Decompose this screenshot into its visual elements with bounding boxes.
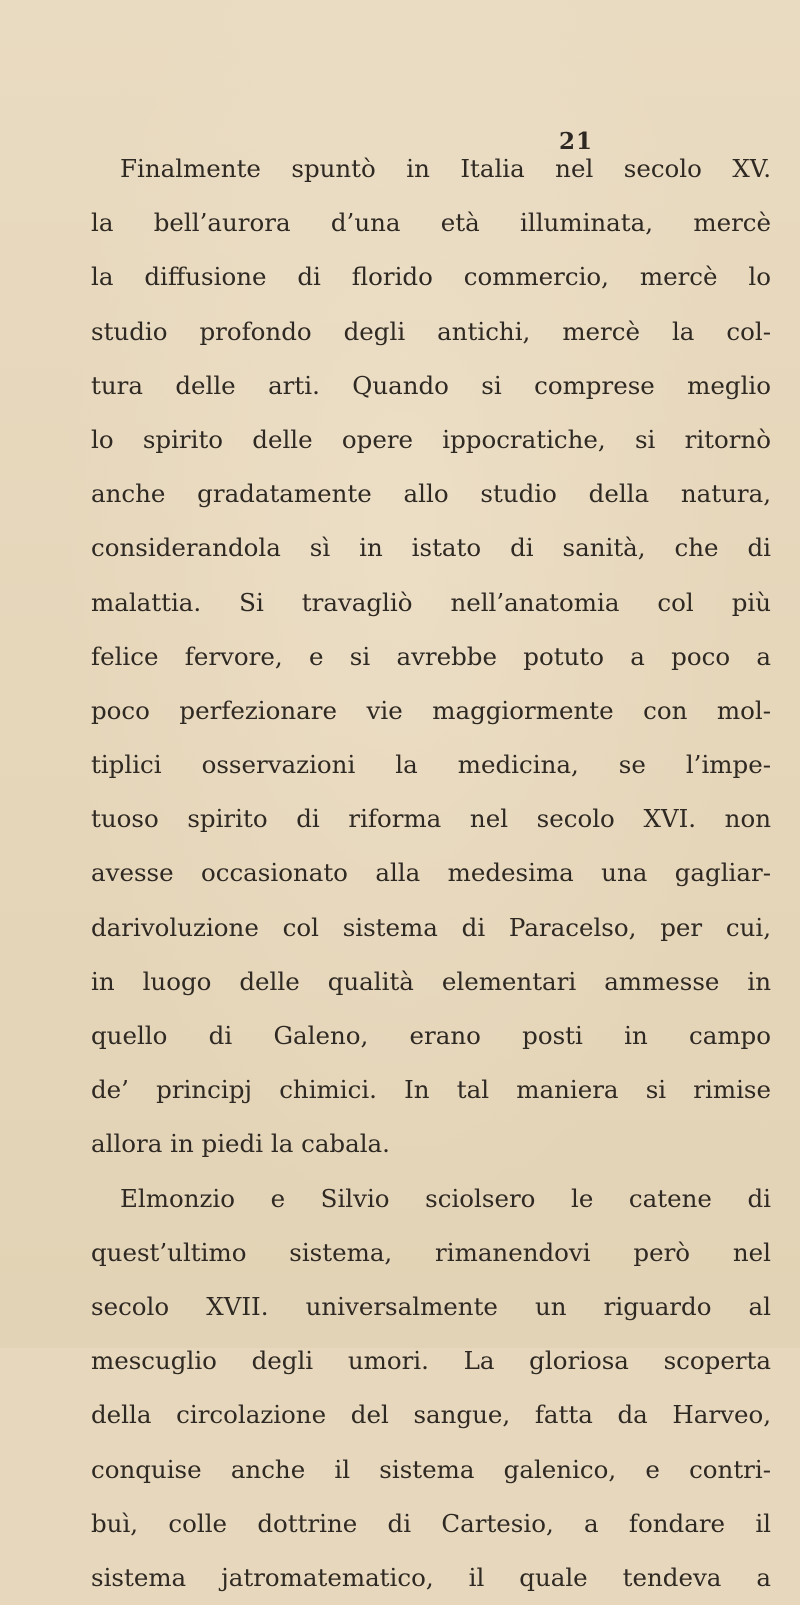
page-number: 21	[559, 128, 594, 155]
paragraph-first-line: Finalmente spuntò in Italia nel secolo XV.	[120, 154, 771, 183]
text-line: felice fervore, e si avrebbe potuto a poco a	[91, 641, 771, 671]
paragraph-first-line: Elmonzio e Silvio sciolsero le catene di	[120, 1183, 771, 1213]
text-line: la bell’aurora d’una età illuminata, mercè	[91, 208, 771, 238]
text-line: malattia. Si travagliò nell’anatomia col più	[91, 587, 771, 617]
text-line: sistema jatromatematico, il quale tendeva a	[91, 1562, 771, 1592]
text-line: secolo XVII. universalmente un riguardo al	[91, 1291, 771, 1321]
text-line: darivoluzione col sistema di Paracelso, per cui,	[91, 912, 771, 942]
text-line: avesse occasionato alla medesima una gagliar-	[91, 858, 771, 888]
text-line: conquise anche il sistema galenico, e contri-	[91, 1454, 771, 1484]
text-line: la diffusione di florido commercio, mercè lo	[91, 262, 771, 292]
text-line: buì, colle dottrine di Cartesio, a fondare il	[91, 1508, 771, 1538]
body-text	[91, 142, 771, 1605]
text-line: tiplici osservazioni la medicina, se l’impe-	[91, 750, 771, 780]
text-line: tura delle arti. Quando si comprese meglio	[91, 370, 771, 400]
text-line: studio profondo degli antichi, mercè la col-	[91, 316, 771, 346]
text-line: considerandola sì in istato di sanità, che di	[91, 533, 771, 563]
text-line: lo spirito delle opere ippocratiche, si ritornò	[91, 424, 771, 454]
text-line: quello di Galeno, erano posti in campo	[91, 1021, 771, 1050]
paragraph-last-line: allora in piedi la cabala.	[91, 1129, 390, 1159]
text-line: in luogo delle qualità elementari ammesse in	[91, 966, 771, 996]
text-line: quest’ultimo sistema, rimanendovi però nel	[91, 1237, 771, 1267]
text-line: mescuglio degli umori. La gloriosa scoperta	[91, 1346, 771, 1376]
text-line: anche gradatamente allo studio della natura,	[91, 479, 771, 509]
text-line: tuoso spirito di riforma nel secolo XVI. non	[91, 804, 771, 834]
text-line: della circolazione del sangue, fatta da Harveo,	[91, 1400, 771, 1430]
text-line: de’ principj chimici. In tal maniera si rimise	[91, 1075, 771, 1105]
text-line: poco perfezionare vie maggiormente con mol-	[91, 695, 771, 725]
